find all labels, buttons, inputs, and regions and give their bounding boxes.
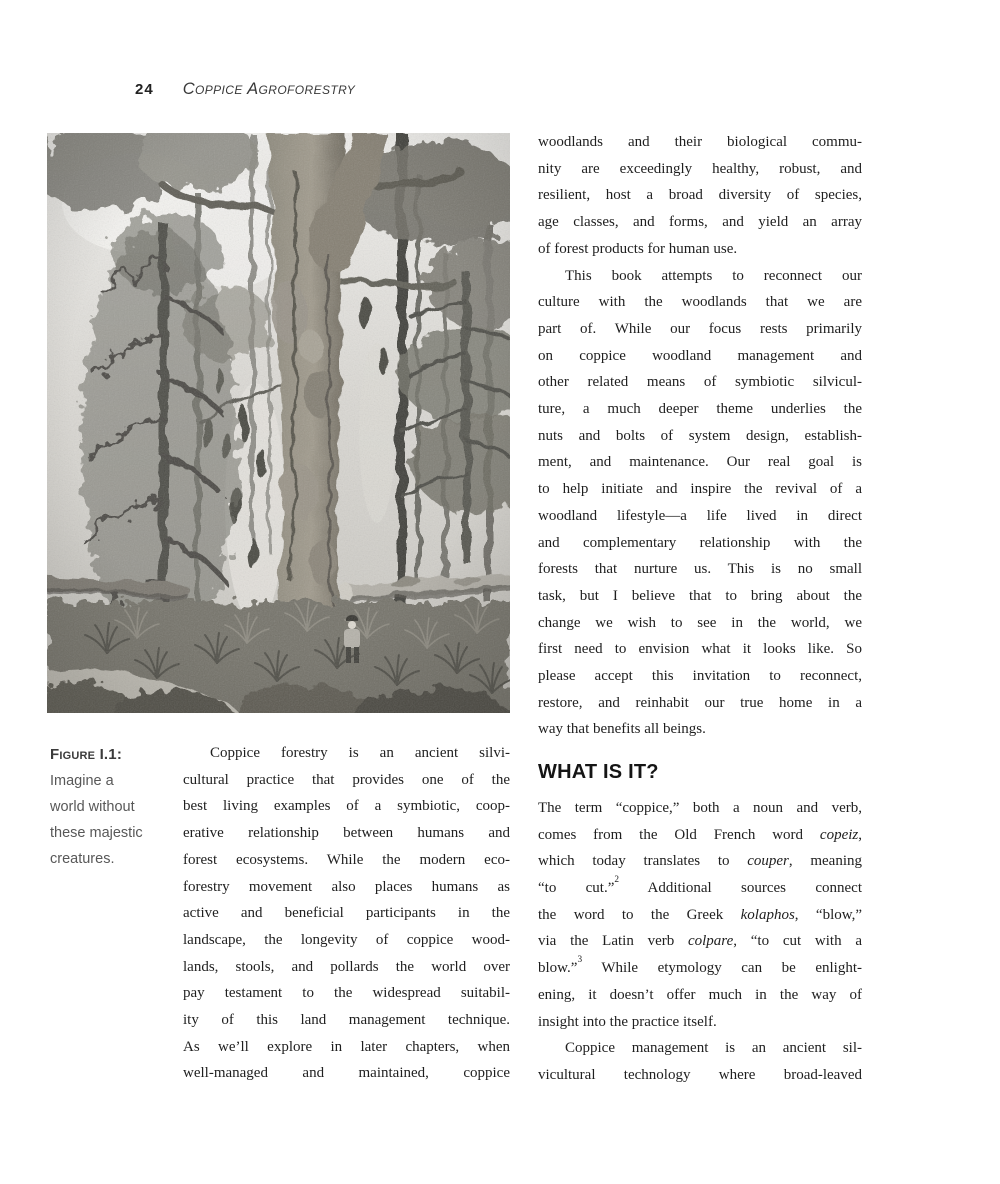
text-line: to help initiate and inspire the revival of a <box>538 481 862 498</box>
text-line: lands, stools, and pollards the world over <box>183 958 510 975</box>
text-line: nuts and bolts of system design, establish- <box>538 427 862 444</box>
text-line: pay testament to the widespread suitabil- <box>183 985 510 1002</box>
text-line: Coppice forestry is an ancient silvi- <box>210 745 510 761</box>
text-line: way that benefits all beings. <box>538 721 706 738</box>
text-line: woodland lifestyle—a life lived in direct <box>538 507 862 524</box>
text-line: The term “coppice,” both a noun and verb, <box>538 799 862 816</box>
photo-vignette <box>47 133 510 713</box>
text-line: forestry movement also places humans as <box>183 878 510 895</box>
text-line: blow.”$^3$ While etymology can be enlight- <box>538 954 862 977</box>
text-line: other related means of symbiotic silvicul- <box>538 374 862 391</box>
figure-caption-text <box>50 768 178 872</box>
right-text-column <box>538 129 862 1089</box>
text-line: ture, a much deeper theme underlies the <box>538 401 862 418</box>
text-line: please accept this invitation to reconnect, <box>538 668 862 685</box>
right-column-bottom <box>538 795 862 1089</box>
text-line: first need to envision what it looks like. So <box>538 641 862 658</box>
text-line: which today translates to couper, meaning <box>538 853 863 870</box>
text-line: ity of this land management technique. <box>183 1012 510 1029</box>
text-line: This book attempts to reconnect our <box>565 267 862 284</box>
forest-photo-illustration <box>47 133 510 713</box>
text-line: comes from the Old French word copeiz, <box>538 826 862 843</box>
text-line: and complementary relationship with the <box>538 534 862 551</box>
text-line: the word to the Greek kolaphos, “blow,” <box>538 906 863 923</box>
right-column-top <box>538 129 862 743</box>
left-text-column <box>183 740 510 1087</box>
text-line: via the Latin verb colpare, “to cut with a <box>538 933 862 950</box>
text-line: change we wish to see in the world, we <box>538 614 862 631</box>
section-heading: WHAT IS IT? <box>538 761 659 784</box>
text-line: resilient, host a broad diversity of species, <box>538 187 862 204</box>
text-line: task, but I believe that to bring about the <box>538 587 862 604</box>
text-line: woodlands and their biological commu- <box>538 134 862 150</box>
text-line: best living examples of a symbiotic, coop- <box>183 798 510 815</box>
text-line: vicultural technology where broad-leaved <box>538 1066 862 1083</box>
text-line: forest ecosystems. While the modern eco- <box>183 851 510 868</box>
book-title: Coppice Agroforestry <box>182 80 356 98</box>
text-line: part of. While our focus rests primarily <box>538 320 862 337</box>
text-line: active and beneficial participants in the <box>183 905 510 922</box>
text-line: Coppice management is an ancient sil- <box>565 1040 862 1057</box>
text-line: on coppice woodland management and <box>538 347 862 364</box>
text-line: forests that nurture us. This is no small <box>538 561 862 578</box>
text-line: cultural practice that provides one of the <box>183 771 510 788</box>
text-line: culture with the woodlands that we are <box>538 294 862 311</box>
caption-line: creatures. <box>50 851 115 867</box>
text-line: age classes, and forms, and yield an array <box>538 214 862 231</box>
text-line: landscape, the longevity of coppice wood- <box>183 931 510 948</box>
text-line: restore, and reinhabit our true home in a <box>538 694 862 711</box>
page-number: 24 <box>135 81 154 98</box>
text-line: of forest products for human use. <box>538 240 738 257</box>
page-header <box>135 80 355 99</box>
text-line: well-managed and maintained, coppice <box>183 1065 510 1082</box>
figure-label: Figure I.1: <box>50 746 123 763</box>
text-line: insight into the practice itself. <box>538 1013 717 1030</box>
text-line: As we’ll explore in later chapters, when <box>183 1038 510 1055</box>
caption-line: world without <box>50 799 135 815</box>
text-line: erative relationship between humans and <box>183 825 510 842</box>
figure-photo <box>47 133 510 713</box>
text-line: ening, it doesn’t offer much in the way of <box>538 986 862 1003</box>
figure-caption <box>50 742 178 872</box>
caption-line: Imagine a <box>50 773 114 789</box>
text-line: ment, and maintenance. Our real goal is <box>538 454 862 471</box>
text-line: “to cut.”$^2$ Additional sources connect <box>538 874 862 896</box>
caption-line: these majestic <box>50 825 143 841</box>
text-line: nity are exceedingly healthy, robust, and <box>538 160 862 177</box>
